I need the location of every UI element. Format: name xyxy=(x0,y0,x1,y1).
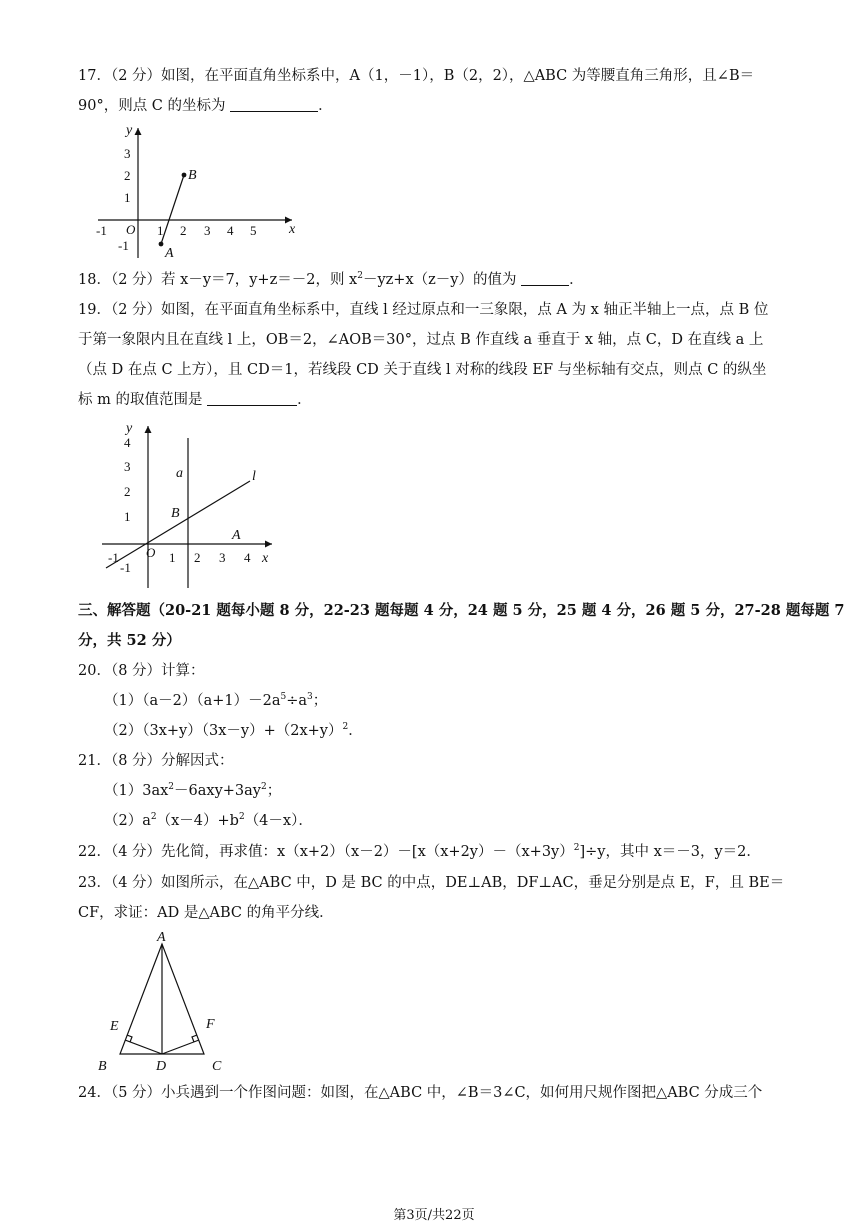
page-footer: 第3页/共22页 xyxy=(393,1208,475,1223)
q17-origin-label: O xyxy=(126,222,136,237)
q21-part2 xyxy=(104,811,313,831)
q20-part1-sup2: 3 xyxy=(307,692,313,702)
q19-y-tick-0: 4 xyxy=(124,435,131,450)
q21-part2-b: （x－4）+b xyxy=(156,813,239,829)
q17-y-tick-0: 3 xyxy=(124,146,131,161)
q20-part1-c: ； xyxy=(312,693,328,709)
q21-part1 xyxy=(104,781,281,801)
q23-label-c: C xyxy=(212,1059,222,1074)
q19-line-l-label: l xyxy=(252,469,256,484)
q24-line1: 24．（5 分）小兵遇到一个作图问题：如图，在△ABC 中，∠B＝3∠C，如何用尺规作图把△ABC 分成三个 xyxy=(78,1085,763,1101)
q18-sup: 2 xyxy=(357,271,363,281)
q19-x-tick-4: 4 xyxy=(244,550,251,565)
q20-part2-a: （2）（3x+y）（3x－y）+（2x+y） xyxy=(104,723,343,739)
q19-line4 xyxy=(78,390,312,410)
q23-line2: CF，求证：AD 是△ABC 的角平分线． xyxy=(78,905,334,921)
q18-end: ． xyxy=(569,272,584,288)
q19-line2: 于第一象限内且在直线 l 上，OB＝2，∠AOB＝30°，过点 B 作直线 a 垂直于 x 轴，点 C，D 在直线 a 上 xyxy=(78,332,764,348)
q23-triangle-figure xyxy=(92,928,242,1076)
q22-text-b: ]÷y，其中 x＝－3，y＝2． xyxy=(579,844,761,860)
q17-line2-text: 90°，则点 C 的坐标为 xyxy=(78,98,226,114)
q19-answer-blank xyxy=(207,391,297,406)
q19-line4-text: 标 m 的取值范围是 xyxy=(78,392,203,408)
q21-part1-sup2: 2 xyxy=(260,782,267,792)
q19-x-tick-3: 3 xyxy=(219,550,226,565)
q22 xyxy=(78,842,761,862)
q23-label-e: E xyxy=(110,1019,119,1034)
q19-x-tick-1: 1 xyxy=(169,550,176,565)
q19-line1: 19．（2 分）如图，在平面直角坐标系中，直线 l 经过原点和一三象限，点 A 为 x 轴正半轴上一点，点 B 位 xyxy=(78,302,769,318)
q19-point-b-label: B xyxy=(171,506,180,521)
q23-label-a: A xyxy=(157,930,166,945)
q19-y-tick-2: 2 xyxy=(124,484,131,499)
q20-part1-a: （1）（a－2）（a+1）－2a xyxy=(104,693,281,709)
q23-label-f: F xyxy=(206,1017,215,1032)
q20-part1 xyxy=(104,691,327,711)
q20-part1-b: ÷a xyxy=(286,693,308,709)
q17-point-a xyxy=(159,242,164,247)
q21-part1-a: （1）3ax xyxy=(104,783,169,799)
q17-x-tick-5: 5 xyxy=(250,223,257,238)
q19-x-axis-label: x xyxy=(262,551,269,566)
q19-line-a-label: a xyxy=(176,466,183,481)
q17-answer-blank xyxy=(230,97,318,112)
q17-y-axis-label: y xyxy=(126,123,133,138)
q21-part2-c: （4－x）． xyxy=(244,813,313,829)
q19-line4-end: ． xyxy=(297,392,312,408)
q17-y-tick-3: -1 xyxy=(118,238,129,253)
q19-y-tick-1: 3 xyxy=(124,459,131,474)
q19-y-tick-4: -1 xyxy=(120,560,131,575)
q23-label-d: D xyxy=(156,1059,167,1074)
q18-text-a: 18．（2 分）若 x－y＝7，y+z＝－2，则 x xyxy=(78,272,358,288)
q17-x-tick-3: 3 xyxy=(204,223,211,238)
q20-part2 xyxy=(104,721,363,741)
section3-header-line1: 三、解答题（20-21 题每小题 8 分，22-23 题每题 4 分，24 题 5 分，25 题 4 分，26 题 5 分，27-28 题每题 7 xyxy=(78,602,845,619)
q17-x-tick-0: -1 xyxy=(96,223,107,238)
q19-origin-label: O xyxy=(146,545,156,560)
q20-part2-sup: 2 xyxy=(342,722,349,732)
q21-part1-sup1: 2 xyxy=(168,782,175,792)
q17-x-axis-label: x xyxy=(289,222,296,237)
q19-line3: （点 D 在点 C 上方），且 CD＝1，若线段 CD 关于直线 l 对称的线段 EF 与坐标轴有交点，则点 C 的纵坐 xyxy=(78,362,767,378)
q17-x-tick-4: 4 xyxy=(227,223,234,238)
q17-point-b xyxy=(182,173,187,178)
q17-y-tick-1: 2 xyxy=(124,168,131,183)
q17-line1: 17．（2 分）如图，在平面直角坐标系中，A（1，－1），B（2，2），△ABC 为等腰直角三角形，且∠B＝ xyxy=(78,68,755,84)
q17-x-tick-1: 1 xyxy=(157,223,164,238)
q19-x-tick-0: -1 xyxy=(108,550,119,565)
q21-part2-sup1: 2 xyxy=(150,812,157,822)
q22-sup: 2 xyxy=(573,843,580,853)
q21-part1-b: －6axy+3ay xyxy=(174,783,261,799)
q17-x-tick-2: 2 xyxy=(180,223,187,238)
q21-title: 21．（8 分）分解因式： xyxy=(78,753,234,769)
q19-coordinate-figure xyxy=(96,420,286,592)
q21-part1-c: ； xyxy=(266,783,282,799)
q18-text-b: －yz+x（z－y）的值为 xyxy=(362,272,517,288)
q17-y-tick-2: 1 xyxy=(124,190,131,205)
q22-text-a: 22．（4 分）先化简，再求值：x（x+2）（x－2）－[x（x+2y）－（x+3y） xyxy=(78,844,574,860)
section3-header-line2: 分，共 52 分） xyxy=(78,632,181,649)
q17-coordinate-figure xyxy=(92,120,312,262)
q21-part2-a: （2）a xyxy=(104,813,151,829)
q19-x-tick-2: 2 xyxy=(194,550,201,565)
q18 xyxy=(78,270,584,290)
q23-label-b: B xyxy=(98,1059,107,1074)
q21-part2-sup2: 2 xyxy=(238,812,245,822)
q20-title: 20．（8 分）计算： xyxy=(78,663,205,679)
q20-part1-sup1: 5 xyxy=(280,692,287,702)
q17-point-a-label: A xyxy=(165,246,174,261)
q23-line1: 23．（4 分）如图所示，在△ABC 中，D 是 BC 的中点，DE⊥AB，DF⊥AC，垂足分别是点 E，F，且 BE＝ xyxy=(78,875,785,891)
q18-answer-blank xyxy=(521,271,569,286)
q17-line2-end: ． xyxy=(318,98,333,114)
q20-part2-b: ． xyxy=(348,723,363,739)
q19-y-tick-3: 1 xyxy=(124,509,131,524)
q17-line2 xyxy=(78,96,333,116)
q19-y-axis-label: y xyxy=(126,421,133,436)
q19-point-a-label: A xyxy=(232,528,241,543)
q17-point-b-label: B xyxy=(188,168,197,183)
